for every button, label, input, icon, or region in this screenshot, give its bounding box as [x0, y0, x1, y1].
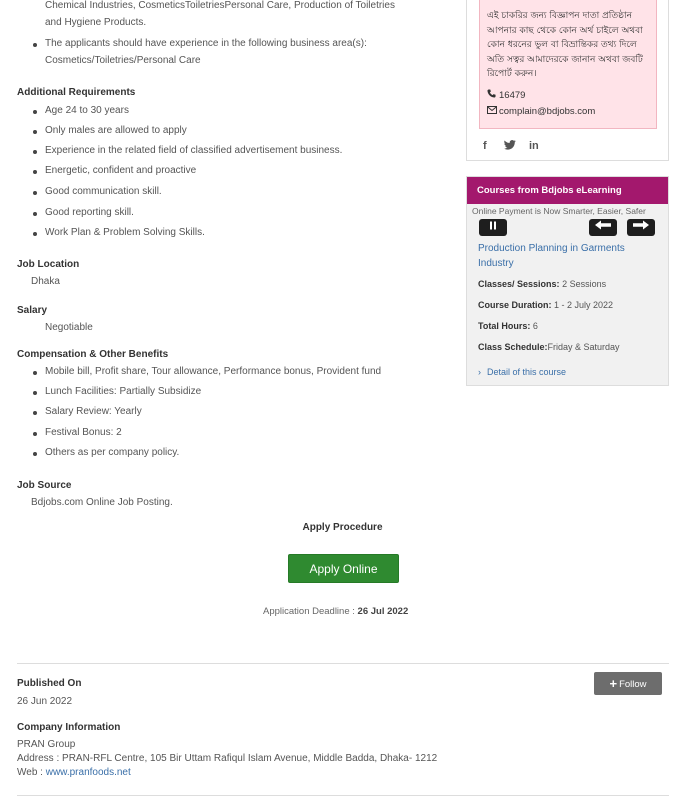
duration-label: Course Duration: [478, 300, 552, 310]
linkedin-icon[interactable]: in [529, 140, 539, 152]
apply-online-button[interactable]: Apply Online [288, 554, 399, 583]
benefit-item: Salary Review: Yearly [45, 406, 142, 417]
application-deadline [263, 606, 408, 617]
benefit-item: Lunch Facilities: Partially Subsidize [45, 386, 202, 397]
benefit-item: Others as per company policy. [45, 447, 180, 458]
job-source-heading: Job Source [17, 480, 72, 491]
report-warning-text: এই চাকরির জন্য বিজ্ঞাপন দাতা প্রতিষ্ঠান আপনার কাছ থেকে কোন অর্থ চাইলে অথবা কোন ধরনের ভুল বা বিভ্রান্তিকর তথ্য দিলে অতি সত্বর আমাদেরকে জানান অথবা জবটি রিপোর্ট করুন। [487, 11, 643, 79]
published-on-heading: Published On [17, 678, 82, 689]
schedule-value: Friday & Saturday [547, 342, 620, 352]
benefit-item: Festival Bonus: 2 [45, 427, 122, 438]
course-schedule [478, 342, 620, 352]
company-name: PRAN Group [17, 739, 76, 750]
course-duration [478, 300, 613, 310]
requirement-item: Good reporting skill. [45, 207, 134, 218]
additional-requirements-heading: Additional Requirements [17, 87, 136, 98]
course-hours [478, 321, 538, 331]
company-web [17, 767, 131, 778]
deadline-label: Application Deadline : [263, 606, 355, 617]
course-detail-link[interactable] [478, 367, 566, 377]
pause-icon[interactable] [479, 219, 507, 236]
requirement-item: Work Plan & Problem Solving Skills. [45, 227, 205, 238]
industry-line-2: and Hygiene Products. [45, 17, 147, 28]
course-title-link[interactable]: Production Planning in Garments Industry [478, 243, 625, 269]
course-detail-label: Detail of this course [487, 367, 567, 377]
requirement-item: Experience in the related field of classified advertisement business. [45, 145, 343, 156]
industry-line-1: Chemical Industries, CosmeticsToiletriesPersonal Care, Production of Toiletries [45, 0, 395, 11]
courses-widget [466, 176, 669, 386]
requirement-item: Age 24 to 30 years [45, 105, 129, 116]
company-web-link[interactable]: www.pranfoods.net [45, 767, 131, 778]
follow-label: Follow [619, 679, 647, 690]
salary-value: Negotiable [45, 322, 93, 333]
follow-button[interactable] [594, 672, 662, 695]
envelope-icon [487, 106, 499, 117]
facebook-icon[interactable]: f [483, 140, 487, 152]
report-phone-number: 16479 [499, 90, 526, 101]
schedule-label: Class Schedule: [478, 342, 548, 352]
classes-value: 2 Sessions [562, 279, 607, 289]
hours-label: Total Hours: [478, 321, 531, 331]
twitter-icon[interactable] [504, 140, 516, 153]
report-email[interactable] [487, 106, 595, 117]
report-box [479, 0, 657, 129]
job-source-value: Bdjobs.com Online Job Posting. [31, 497, 173, 508]
arrow-left-icon[interactable] [589, 219, 617, 236]
section-divider [17, 663, 669, 664]
experience-line-1: The applicants should have experience in the following business area(s): [45, 38, 367, 49]
published-date: 26 Jun 2022 [17, 696, 73, 707]
company-web-label: Web : [17, 767, 43, 778]
hours-value: 6 [532, 321, 538, 331]
requirement-item: Energetic, confident and proactive [45, 165, 197, 176]
phone-icon [487, 89, 499, 101]
salary-heading: Salary [17, 305, 48, 316]
chevron-right-icon: › [478, 367, 481, 377]
company-address: Address : PRAN-RFL Centre, 105 Bir Uttam Rafiqul Islam Avenue, Middle Badda, Dhaka- 1212 [17, 753, 438, 764]
job-location-value: Dhaka [31, 276, 60, 287]
course-classes [478, 279, 606, 289]
courses-ticker: Online Payment is Now Smarter, Easier, Safer [472, 206, 646, 216]
report-email-address: complain@bdjobs.com [499, 106, 596, 117]
benefit-item: Mobile bill, Profit share, Tour allowance, Performance bonus, Provident fund [45, 366, 382, 377]
experience-line-2: Cosmetics/Toiletries/Personal Care [45, 55, 201, 66]
company-info-heading: Company Information [17, 722, 121, 733]
requirement-item: Only males are allowed to apply [45, 125, 187, 136]
courses-heading: Courses from Bdjobs eLearning [467, 177, 668, 204]
arrow-right-icon[interactable] [627, 219, 655, 236]
duration-value: 1 - 2 July 2022 [554, 300, 614, 310]
section-divider [17, 795, 669, 796]
deadline-date: 26 Jul 2022 [357, 606, 409, 617]
job-location-heading: Job Location [17, 259, 80, 270]
classes-label: Classes/ Sessions: [478, 279, 560, 289]
apply-procedure-heading: Apply Procedure [302, 522, 383, 533]
requirement-item: Good communication skill. [45, 186, 162, 197]
report-phone[interactable] [487, 89, 525, 101]
benefits-heading: Compensation & Other Benefits [17, 349, 169, 360]
plus-icon: + [609, 676, 618, 691]
